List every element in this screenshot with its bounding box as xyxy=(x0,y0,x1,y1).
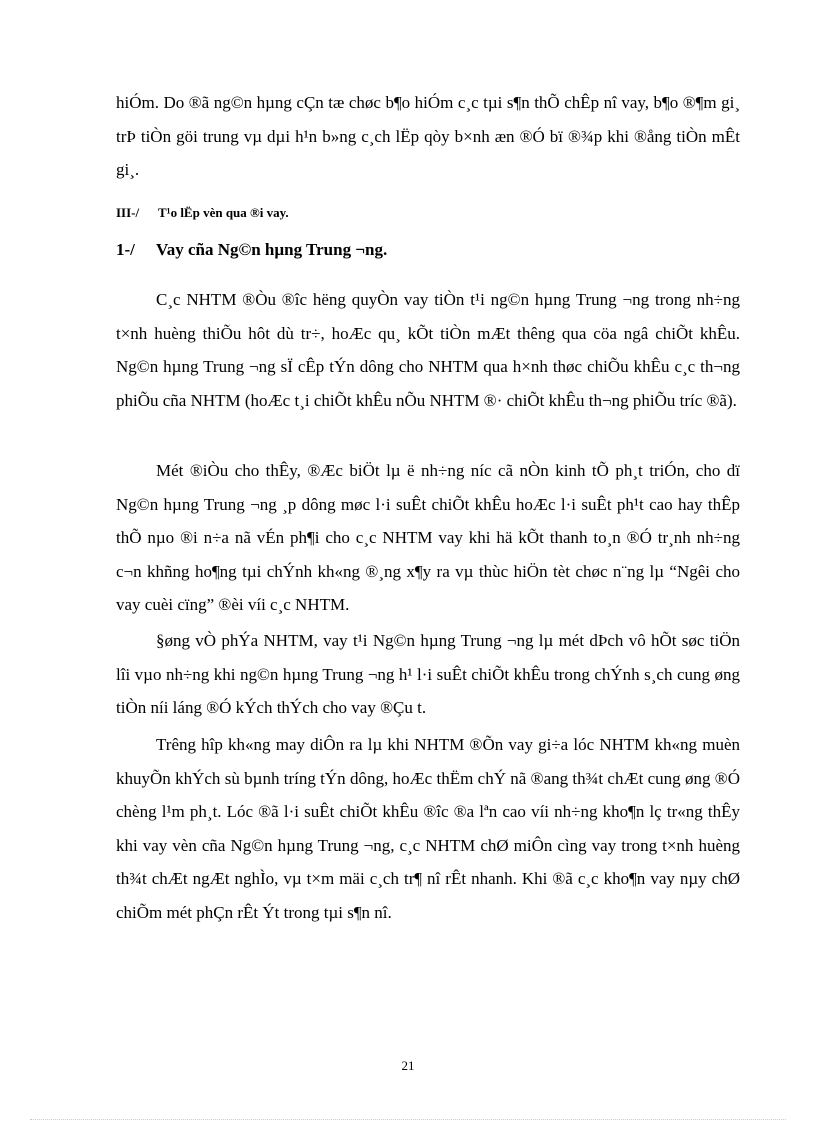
section-heading xyxy=(116,205,289,221)
body-paragraph-2: Mét ®iÒu cho thÊy, ®Æc biÖt lµ ë nh÷ng níc cã nÒn kinh tÕ ph¸t triÓn, cho dï Ng©n hµng Trung ¬ng ¸p dông møc l·i suÊt chiÕt khÊu hoÆc l·i suÊt ph¹t cao hay thÊp thÕ nµo ®i n÷a nã vÉn ph¶i cho c¸c NHTM vay khi hä kÕt thanh to¸n ®Ó tr¸nh nh÷ng c¬n khñng ho¶ng tµi chÝnh kh«ng ®¸ng x¶y ra vµ thùc hiÖn tèt chøc n¨ng lµ “Ngêi cho vay cuèi cïng” ®èi víi c¸c NHTM. xyxy=(116,461,740,614)
body-paragraph-1: C¸c NHTM ®Òu ®îc hëng quyÒn vay tiÒn t¹i ng©n hµng Trung ¬ng trong nh÷ng t×nh huèng thiÕu hôt dù tr÷, hoÆc qu¸ kÕt tiÒn mÆt thêng qua cöa ngâ chiÕt khÊu. Ng©n hµng Trung ¬ng sÏ cÊp tÝn dông cho NHTM qua h×nh thøc chiÕu khÊu c¸c th¬ng phiÕu cña NHTM (hoÆc t¸i chiÕt khÊu nÕu NHTM ®· chiÕt khÊu th¬ng phiÕu tríc ®ã). xyxy=(116,290,740,410)
subsection-title: Vay cña Ng©n hµng Trung ¬ng. xyxy=(156,240,388,259)
page-bottom-rule xyxy=(30,1119,786,1120)
section-number: III-/ xyxy=(116,205,140,220)
body-paragraph-4: Trêng hîp kh«ng may diÔn ra lµ khi NHTM ®Õn vay gi÷a lóc NHTM kh«ng muèn khuyÕn khÝch sù bµnh tríng tÝn dông, hoÆc thËm chÝ nã ®ang th¾t chÆt cung øng ®Ó chèng l¹m ph¸t. Lóc ®ã l·i suÊt chiÕt khÊu ®îc ®a lªn cao víi nh÷ng kho¶n lç tr«ng thÊy khi vay vèn cña Ng©n hµng Trung ¬ng, c¸c NHTM chØ miÔn cìng vay trong t×nh huèng th¾t chÆt ngÆt nghÌo, vµ t×m mäi c¸ch tr¶ nî rÊt nhanh. Khi ®ã c¸c kho¶n vay nµy chØ chiÕm mét phÇn rÊt Ýt trong tµi s¶n nî. xyxy=(116,735,740,922)
subsection-number: 1-/ xyxy=(116,240,135,259)
section-title: T¹o lËp vèn qua ®i vay. xyxy=(158,205,289,220)
subsection-heading xyxy=(116,240,387,260)
body-paragraph-3: §øng vÒ phÝa NHTM, vay t¹i Ng©n hµng Trung ¬ng lµ mét dÞch vô hÕt søc tiÖn lîi vµo nh÷ng khi ng©n hµng Trung ¬ng h¹ l·i suÊt chiÕt khÊu trong chÝnh s¸ch cung øng tiÒn níi láng ®Ó kÝch thÝch cho vay ®Çu t. xyxy=(116,631,740,717)
intro-paragraph: hiÓm. Do ®ã ng©n hµng cÇn tæ chøc b¶o hiÓm c¸c tµi s¶n thÕ chÊp nî vay, b¶o ®¶m gi¸ trÞ tiÒn göi trung vµ dµi h¹n b»ng c¸ch lËp qòy b×nh æn ®Ó bï ®¾p khi ®ång tiÒn mÊt gi¸. xyxy=(116,93,740,179)
page-number: 21 xyxy=(401,1058,415,1073)
